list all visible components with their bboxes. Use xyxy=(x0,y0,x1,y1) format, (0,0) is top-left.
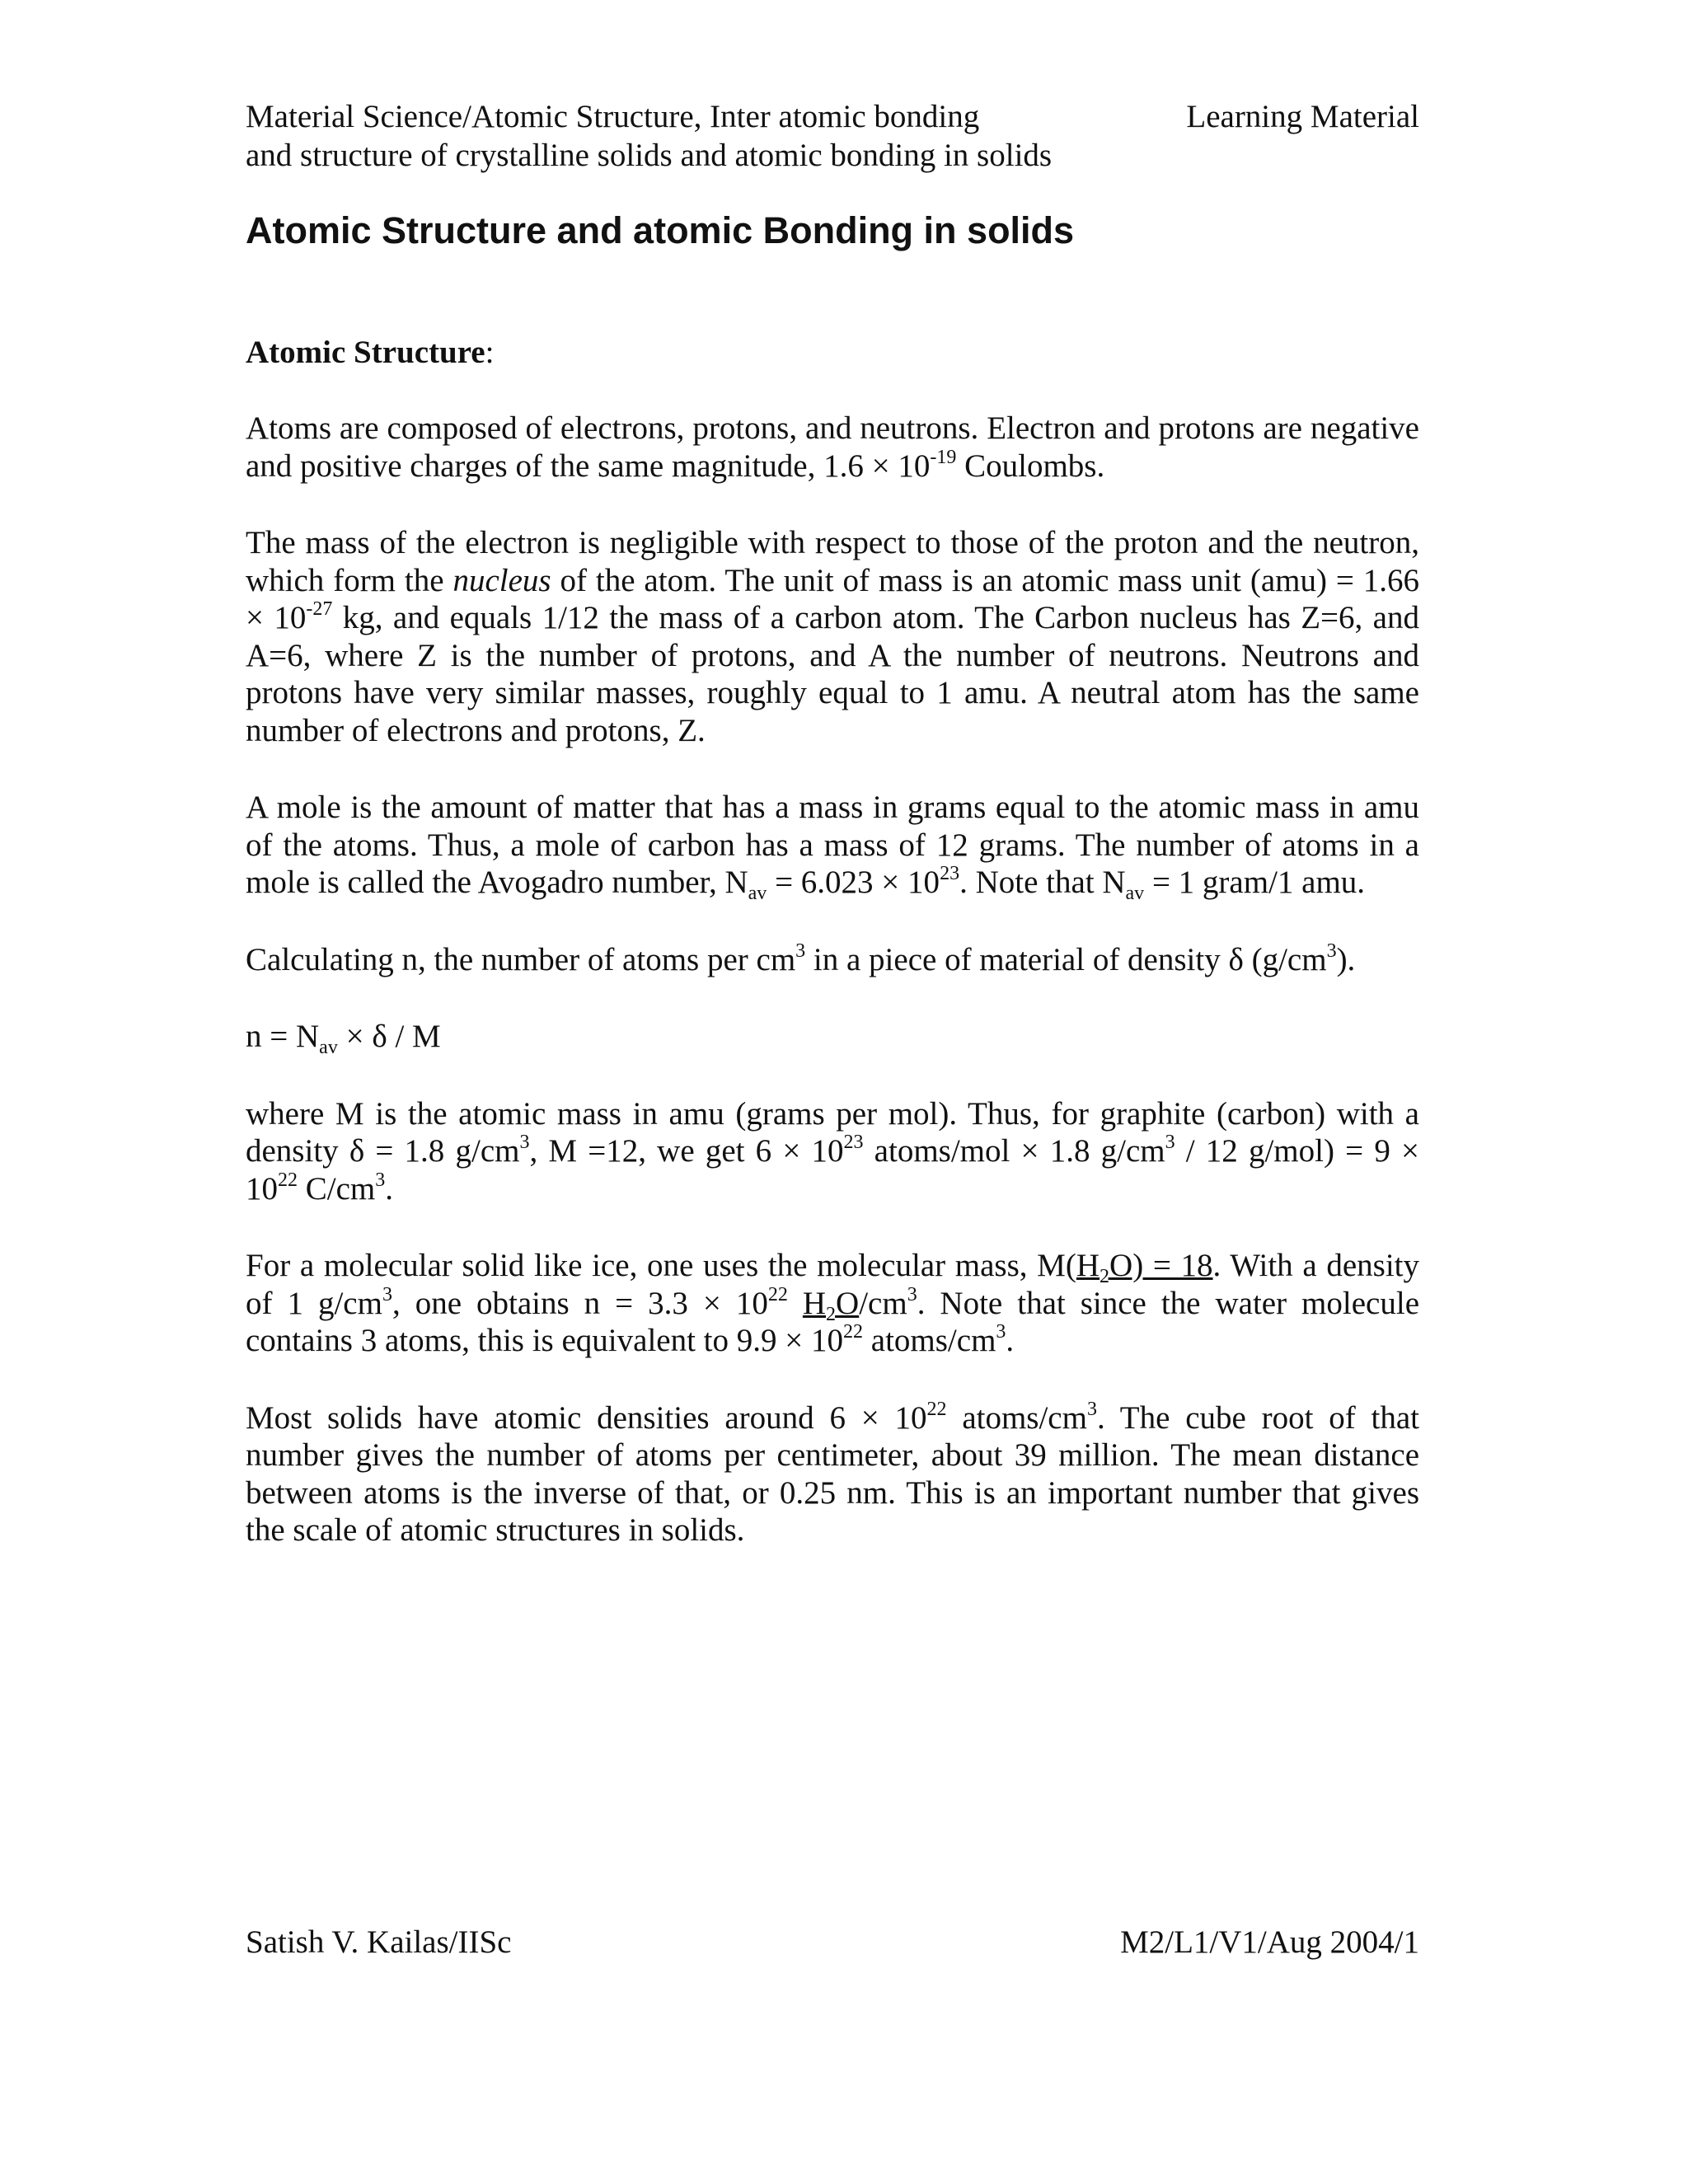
text-run: O) = 18 xyxy=(1109,1248,1213,1283)
text-run: atoms/mol × 1.8 g/cm xyxy=(863,1133,1165,1169)
subscript: 2 xyxy=(1100,1266,1110,1287)
superscript: 22 xyxy=(843,1321,864,1343)
paragraph-calculating xyxy=(246,941,1419,979)
header-line-1: Material Science/Atomic Structure, Inter atomic bonding xyxy=(246,99,980,134)
text-run: . xyxy=(1006,1323,1015,1358)
text-run: Most solids have atomic densities around 6 × 10 xyxy=(246,1399,927,1436)
header-label: Learning Material xyxy=(1186,99,1419,134)
text-run xyxy=(788,1286,803,1321)
text-run: . Note that since the water molecule contains 3 atoms, this is equivalent to 9.9 × 10 xyxy=(246,1285,1419,1358)
document-body xyxy=(246,410,1419,1589)
superscript: 23 xyxy=(940,863,960,884)
superscript: 3 xyxy=(519,1132,530,1153)
superscript: 22 xyxy=(767,1283,788,1305)
underlined-water xyxy=(802,1285,860,1325)
text-run: Atoms are composed of electrons, protons, and neutrons. Electron and protons are negative and positive charges of the same magnitude, 1.6 × 10 xyxy=(246,410,1419,484)
header-line-2: and structure of crystalline solids and atomic bonding in solids xyxy=(246,138,1053,173)
text-run: A mole is the amount of matter that has a mass in grams equal to the atomic mass in amu of the atoms. Thus, a mole of carbon has a mass of 12 grams. The number of atoms in a mole is called the Avogadro number, N xyxy=(246,790,1419,900)
superscript: 3 xyxy=(795,940,806,962)
subscript: av xyxy=(1125,883,1145,904)
paragraph-mass xyxy=(246,524,1419,749)
superscript: 23 xyxy=(843,1132,864,1153)
text-run: atoms/cm xyxy=(946,1399,1087,1436)
text-run: atoms/cm xyxy=(863,1323,996,1358)
text-run: × δ / M xyxy=(337,1019,441,1054)
text-run: of the atom. The unit of mass is an atomic mass unit (amu) = 1.66 × 10 xyxy=(246,562,1420,635)
underlined-water-mass xyxy=(1076,1248,1213,1287)
text-run: . xyxy=(385,1170,393,1207)
footer-author: Satish V. Kailas/IISc xyxy=(246,1924,512,1960)
paragraph-graphite xyxy=(246,1095,1419,1208)
text-run: H xyxy=(802,1285,827,1321)
header-course-title xyxy=(246,97,1152,175)
formula-n xyxy=(246,1018,1419,1056)
emphasis-nucleus: nucleus xyxy=(452,562,551,598)
text-run: H xyxy=(1076,1248,1100,1283)
text-run: , M =12, we get 6 × 10 xyxy=(529,1133,844,1169)
text-run: /cm xyxy=(859,1285,907,1321)
subscript: av xyxy=(319,1037,338,1058)
subscript: av xyxy=(748,883,767,904)
text-run: = 6.023 × 10 xyxy=(767,865,940,900)
superscript: 3 xyxy=(907,1283,917,1305)
superscript: -27 xyxy=(306,598,333,620)
text-run: / 12 g/mol) = 9 × 10 xyxy=(246,1133,1419,1207)
text-run: . Note that N xyxy=(959,865,1126,900)
superscript: -19 xyxy=(930,446,957,468)
footer-page-id: M2/L1/V1/Aug 2004/1 xyxy=(1120,1924,1419,1960)
subscript: 2 xyxy=(826,1303,837,1325)
superscript: 3 xyxy=(1326,940,1337,962)
text-run: Calculating n, the number of atoms per cm xyxy=(246,941,796,977)
text-run: For a molecular solid like ice, one uses the molecular mass, M( xyxy=(246,1248,1076,1283)
superscript: 3 xyxy=(1086,1398,1097,1420)
text-run: . With a density of 1 g/cm xyxy=(246,1248,1419,1321)
superscript: 3 xyxy=(382,1283,392,1305)
text-run: , one obtains n = 3.3 × 10 xyxy=(392,1285,768,1321)
text-run: n = N xyxy=(246,1019,320,1054)
paragraph-mole xyxy=(246,789,1419,902)
text-run: O xyxy=(836,1285,860,1321)
section-heading-colon: : xyxy=(485,335,495,370)
superscript: 3 xyxy=(375,1169,386,1191)
paragraph-ice xyxy=(246,1247,1419,1360)
text-run: kg, and equals 1/12 the mass of a carbon atom. The Carbon nucleus has Z=6, and A=6, where Z is the number of protons, and A the number of neutrons. Neutrons and protons have very similar masses, roughly equal to 1 amu. A neutral atom has the same number of electrons and protons, Z. xyxy=(246,600,1419,748)
text-run: where M is the atomic mass in amu (grams per mol). Thus, for graphite (carbon) with a density δ = 1.8 g/cm xyxy=(246,1095,1419,1169)
text-run: Coulombs. xyxy=(956,448,1105,484)
text-run: in a piece of material of density δ (g/cm xyxy=(805,941,1327,977)
document-title: Atomic Structure and atomic Bonding in solids xyxy=(246,209,1075,251)
text-run: = 1 gram/1 amu. xyxy=(1144,865,1366,900)
superscript: 22 xyxy=(278,1169,298,1191)
text-run: ). xyxy=(1336,941,1356,977)
paragraph-densities xyxy=(246,1399,1419,1549)
text-run: The mass of the electron is negligible with respect to those of the proton and the neutron, which form the xyxy=(246,525,1419,598)
superscript: 3 xyxy=(1165,1132,1175,1153)
superscript: 3 xyxy=(996,1321,1006,1343)
superscript: 22 xyxy=(926,1398,947,1420)
section-heading-text: Atomic Structure xyxy=(246,335,485,370)
text-run: C/cm xyxy=(298,1170,376,1207)
text-run: . The cube root of that number gives the number of atoms per centimeter, about 39 million. The mean distance between atoms is the inverse of that, or 0.25 nm. This is an important number that gives the scale of atomic structures in solids. xyxy=(246,1399,1419,1548)
section-heading xyxy=(246,333,494,373)
paragraph-atoms xyxy=(246,410,1419,485)
